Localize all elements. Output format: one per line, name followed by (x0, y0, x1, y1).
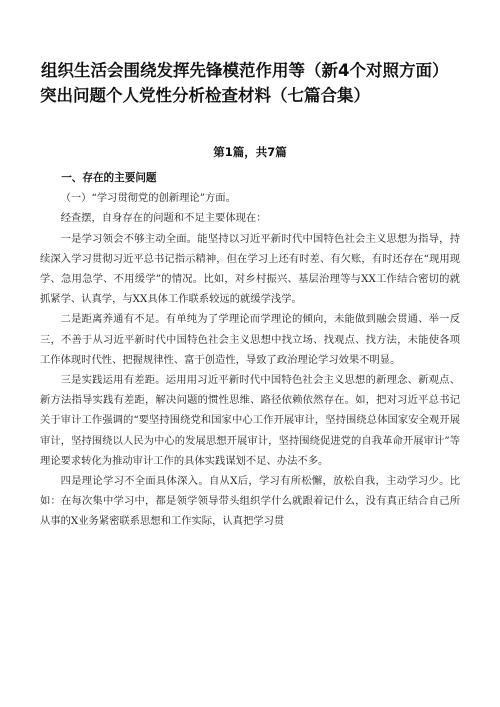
document-title: 组织生活会围绕发挥先锋模范作用等（新4个对照方面）突出问题个人党性分析检查材料（七篇合集） (40, 61, 449, 105)
subsection-heading: （一）“学习贯彻党的创新理论”方面。 (60, 192, 236, 205)
body-paragraph: 二是距离养通有不足。有单纯为了学理论而学理论的倾向，未能做到融会贯通、举一反三，不善于从习近平新时代中国特色社会主义思想中找立场、找观点、找方法，未能使各项工作体现时代性、把握规律性、富于创造性，导致了政治理论学习效果不明显。 (40, 313, 460, 366)
section-heading: 一、存在的主要问题 (61, 172, 157, 184)
document-body (40, 168, 460, 532)
body-paragraph: 四是理论学习不全面具体深入。自从X后，学习有所松懈，放松自我，主动学习少。比如：在每次集中学习中，都是领学领导带头组织学什么就跟着记什么，没有真正结合自己所从事的X业务紧密联系思想和工作实际，认真把学习贯 (40, 475, 460, 528)
body-paragraph: 一是学习领会不够主动全面。能坚持以习近平新时代中国特色社会主义思想为指导，持续深入学习贯彻习近平总书记指示精神，但在学习上还有时差、有欠账，有时还存在“现用现学、急用急学、不用缓学”的情况。比如，对乡村振兴、基层治理等与XX工作结合密切的就抓紧学、认真学，与XX具体工作联系较远的就缓学浅学。 (40, 232, 460, 306)
body-paragraph: 三是实践运用有差距。运用用习近平新时代中国特色社会主义思想的新理念、新观点、新方法指导实践有差距，解决问题的惯性思维、路径依赖依然存在。如，把对习近平总书记关于审计工作强调的“要坚持围绕党和国家中心工作开展审计，坚持围绕总体国家安全观开展审计，坚持围绕以人民为中心的发展思想开展审计，坚持围绕促进党的自我革命开展审计”等理论要求转化为推动审计工作的具体实践谋划不足、办法不多。 (40, 374, 460, 467)
section-marker: 第1篇，共7篇 (213, 145, 287, 159)
body-paragraph: 经查摆，自身存在的问题和不足主要体现在： (60, 212, 267, 225)
